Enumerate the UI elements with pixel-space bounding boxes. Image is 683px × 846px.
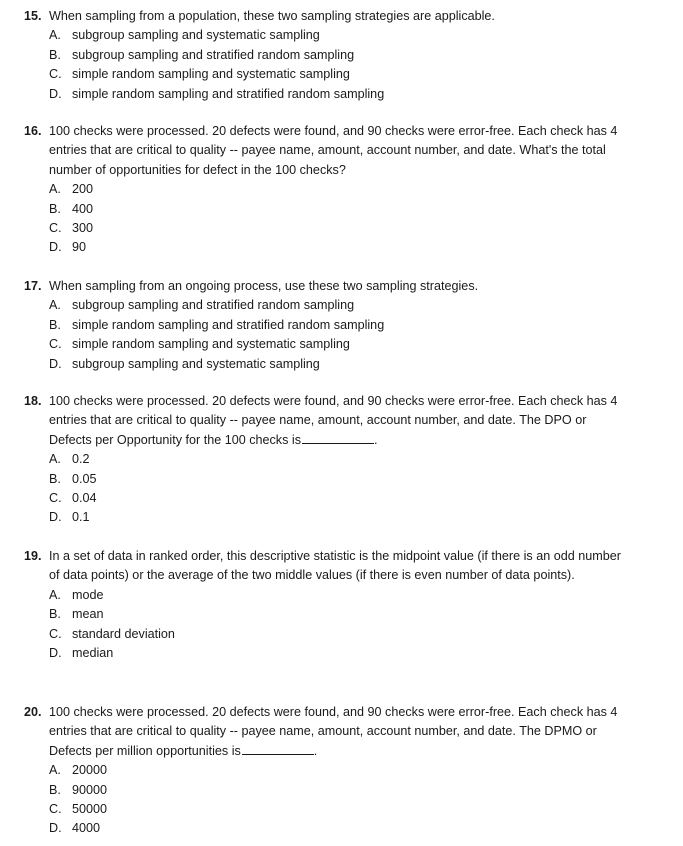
option-d[interactable] xyxy=(24,819,624,838)
option-d[interactable] xyxy=(24,644,624,663)
option-a[interactable] xyxy=(24,586,624,605)
option-letter: D. xyxy=(49,645,62,660)
option-d[interactable] xyxy=(24,355,624,374)
question-number: 15. xyxy=(24,9,42,23)
option-a[interactable] xyxy=(24,296,624,315)
question-number: 16. xyxy=(24,124,42,138)
option-letter: B. xyxy=(49,607,61,622)
question-17 xyxy=(24,277,624,374)
answer-options xyxy=(24,296,624,374)
option-a[interactable] xyxy=(24,180,624,199)
option-b[interactable] xyxy=(24,781,624,800)
question-text-body: 100 checks were processed. 20 defects were found, and 90 checks were error-free. Each check has 4 entries that are critical to quality -- payee name, amount, account number, and date. The DPO or Defects per Opportunity for the 100 checks is xyxy=(49,394,618,447)
option-text: 0.04 xyxy=(72,491,97,505)
option-text: mean xyxy=(72,607,104,622)
answer-options xyxy=(24,761,624,839)
option-letter: C. xyxy=(49,626,62,641)
option-text: 90000 xyxy=(72,782,108,797)
option-letter: C. xyxy=(49,802,62,816)
option-c[interactable] xyxy=(24,800,624,819)
question-text: 100 checks were processed. 20 defects were found, and 90 checks were error-free. Each check has 4 entries that are critical to quality -- payee name, amount, account number, and date. What's the total number of opportunities for defect in the 100 checks? xyxy=(49,124,618,177)
option-text: simple random sampling and systematic sampling xyxy=(72,67,350,82)
option-letter: C. xyxy=(49,67,62,82)
option-c[interactable] xyxy=(24,335,624,354)
question-19 xyxy=(24,547,624,663)
option-text: subgroup sampling and systematic sampling xyxy=(72,356,320,371)
option-text: simple random sampling and stratified random sampling xyxy=(72,86,385,101)
option-b[interactable] xyxy=(24,605,624,624)
option-letter: B. xyxy=(49,782,61,797)
question-text: In a set of data in ranked order, this descriptive statistic is the midpoint value (if there is an odd number of data points) or the average of the two middle values (if there is even number of data points). xyxy=(49,549,621,583)
option-text: median xyxy=(72,645,114,660)
option-a[interactable] xyxy=(24,761,624,780)
option-letter: C. xyxy=(49,221,62,235)
option-a[interactable] xyxy=(24,450,624,469)
option-letter: A. xyxy=(49,452,61,467)
option-letter: A. xyxy=(49,182,61,197)
answer-blank xyxy=(302,431,374,444)
question-text-end: . xyxy=(374,432,378,447)
option-text: subgroup sampling and stratified random sampling xyxy=(72,298,355,313)
option-letter: C. xyxy=(49,337,62,352)
option-text: standard deviation xyxy=(72,626,175,641)
option-d[interactable] xyxy=(24,85,624,104)
question-text-end: . xyxy=(313,743,318,758)
option-text: 50000 xyxy=(72,802,108,816)
option-letter: D. xyxy=(49,86,62,101)
option-letter: A. xyxy=(49,28,61,43)
option-letter: A. xyxy=(49,587,61,602)
question-stem xyxy=(24,122,624,180)
answer-blank xyxy=(242,742,314,755)
question-number: 17. xyxy=(24,279,42,293)
option-letter: B. xyxy=(49,47,61,62)
question-stem xyxy=(24,547,624,586)
option-letter: C. xyxy=(49,491,62,505)
question-stem xyxy=(24,703,624,761)
option-c[interactable] xyxy=(24,219,624,238)
option-letter: D. xyxy=(49,356,62,371)
question-number: 20. xyxy=(24,705,42,719)
question-20 xyxy=(24,703,624,839)
option-letter: D. xyxy=(49,821,62,836)
option-text: 0.05 xyxy=(72,471,97,486)
question-16 xyxy=(24,122,624,258)
option-d[interactable] xyxy=(24,508,624,527)
question-stem xyxy=(24,7,624,26)
option-letter: B. xyxy=(49,317,61,332)
option-c[interactable] xyxy=(24,65,624,84)
question-text xyxy=(49,392,624,450)
option-text: simple random sampling and stratified random sampling xyxy=(72,317,385,332)
option-text: simple random sampling and systematic sampling xyxy=(72,337,350,352)
option-text: 4000 xyxy=(72,821,101,836)
option-b[interactable] xyxy=(24,316,624,335)
option-letter: A. xyxy=(49,763,61,778)
option-b[interactable] xyxy=(24,200,624,219)
option-text: subgroup sampling and systematic sampling xyxy=(72,28,320,43)
question-18 xyxy=(24,392,624,528)
option-letter: B. xyxy=(49,471,61,486)
answer-options xyxy=(24,450,624,528)
option-text: subgroup sampling and stratified random sampling xyxy=(72,47,355,62)
question-text xyxy=(49,703,624,761)
option-text: 20000 xyxy=(72,763,108,778)
question-text-body: 100 checks were processed. 20 defects were found, and 90 checks were error-free. Each check has 4 entries that are critical to quality -- payee name, amount, account number, and date. The DPMO or Defects per million opportunities is xyxy=(49,705,618,758)
option-text: 0.2 xyxy=(72,452,90,467)
option-text: 400 xyxy=(72,201,94,216)
option-text: 90 xyxy=(72,240,87,255)
option-d[interactable] xyxy=(24,238,624,257)
option-c[interactable] xyxy=(24,489,624,508)
option-c[interactable] xyxy=(24,625,624,644)
answer-options xyxy=(24,586,624,664)
option-text: 0.1 xyxy=(72,510,90,525)
question-stem xyxy=(24,392,624,450)
option-text: mode xyxy=(72,587,104,602)
question-text: When sampling from a population, these two sampling strategies are applicable. xyxy=(49,9,495,23)
option-letter: D. xyxy=(49,510,62,525)
option-b[interactable] xyxy=(24,470,624,489)
option-letter: B. xyxy=(49,201,61,216)
option-letter: D. xyxy=(49,240,62,255)
option-a[interactable] xyxy=(24,26,624,45)
option-text: 200 xyxy=(72,182,94,197)
question-number: 19. xyxy=(24,549,42,563)
question-stem xyxy=(24,277,624,296)
question-text: When sampling from an ongoing process, use these two sampling strategies. xyxy=(49,279,479,293)
option-letter: A. xyxy=(49,298,61,313)
question-15 xyxy=(24,7,624,104)
option-b[interactable] xyxy=(24,46,624,65)
answer-options xyxy=(24,180,624,258)
option-text: 300 xyxy=(72,221,94,235)
question-number: 18. xyxy=(24,394,42,408)
answer-options xyxy=(24,26,624,104)
